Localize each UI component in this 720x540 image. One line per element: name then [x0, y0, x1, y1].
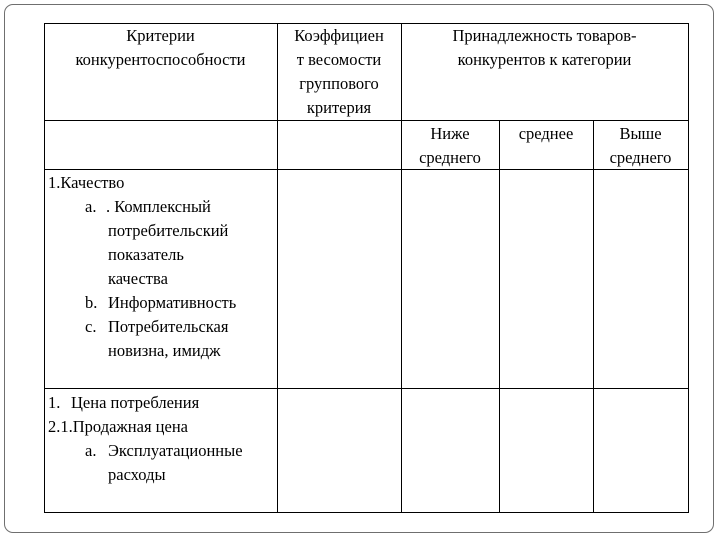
row2-item-a-line-1: Эксплуатационные — [108, 441, 243, 460]
header-criteria-line-2: конкурентоспособности — [75, 50, 246, 69]
row1-item-c-marker: c. — [85, 317, 97, 336]
row1-item-a-line-3: показатель — [108, 245, 184, 264]
row1-item-c-line-1: Потребительская — [108, 317, 229, 336]
table-border-left — [44, 23, 45, 513]
subheader-above-line-2: среднего — [609, 148, 672, 167]
row1-item-b-marker: b. — [85, 293, 98, 312]
table-col-divider-3 — [499, 120, 500, 513]
subheader-average: среднее — [518, 124, 574, 143]
header-coefficient-line-2: т весомости — [296, 50, 382, 69]
subheader-above-line-1: Выше — [619, 124, 662, 143]
row1-item-c-line-2: новизна, имидж — [108, 341, 221, 360]
subheader-below-line-2: среднего — [419, 148, 481, 167]
header-criteria-line-1: Критерии — [126, 26, 195, 45]
row2-subtitle: 2.1.Продажная цена — [48, 417, 188, 436]
row2-item-a-line-2: расходы — [108, 465, 166, 484]
header-coefficient-line-3: группового — [299, 74, 379, 93]
row2-item-a-marker: a. — [85, 441, 97, 460]
subheader-below-line-1: Ниже — [430, 124, 470, 143]
row1-item-b-text: Информативность — [108, 293, 237, 312]
row1-item-a-line-4: качества — [108, 269, 168, 288]
header-coefficient-line-4: критерия — [306, 98, 372, 117]
header-category-line-2: конкурентов к категории — [457, 50, 632, 69]
header-coefficient-line-1: Коэффициен — [294, 26, 384, 45]
row1-item-a-line-2: потребительский — [108, 221, 229, 240]
row1-item-a-line-1: . Комплексный — [106, 197, 211, 216]
row2-title-marker: 1. — [48, 393, 61, 412]
table-col-divider-2 — [401, 23, 402, 513]
row2-title-text: Цена потребления — [71, 393, 200, 412]
row1-item-a-marker: a. — [85, 197, 97, 216]
table-border-right — [688, 23, 689, 513]
header-category-line-1: Принадлежность товаров- — [452, 26, 637, 45]
table-col-divider-4 — [593, 120, 594, 513]
row1-title: 1.Качество — [48, 173, 125, 192]
criteria-table — [44, 23, 689, 513]
